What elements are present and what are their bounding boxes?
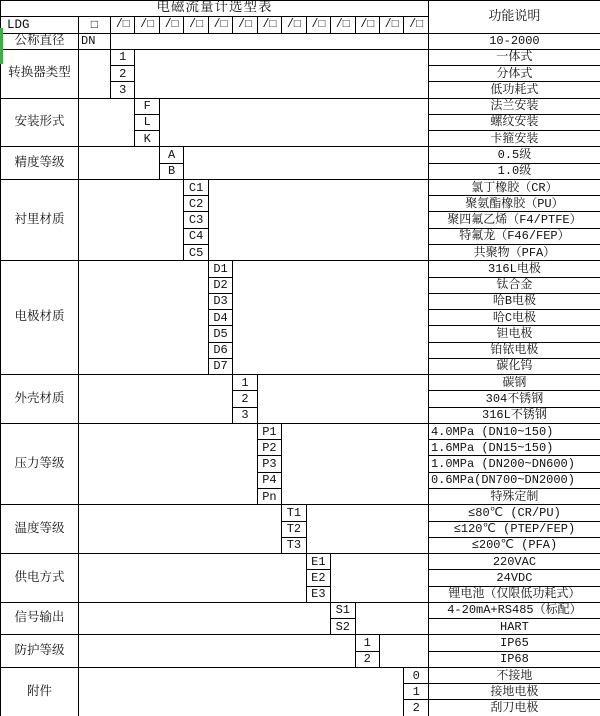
gap-cell	[79, 423, 258, 504]
desc-cell: ≤200℃ (PFA)	[428, 537, 600, 553]
code-cell: P3	[257, 456, 281, 472]
category-cell: 附件	[1, 667, 79, 716]
code-cell: D5	[208, 326, 232, 342]
desc-cell: 聚四氟乙烯（F4/PTFE）	[428, 212, 600, 228]
desc-cell: 卡箍安装	[428, 131, 600, 147]
gap-cell	[379, 635, 428, 668]
code-cell: 2	[404, 700, 429, 716]
category-cell: 信号输出	[1, 602, 79, 635]
desc-cell: 24VDC	[428, 570, 600, 586]
gap-cell	[79, 98, 135, 147]
category-cell: 供电方式	[1, 554, 79, 603]
desc-cell: 碳化钨	[428, 358, 600, 374]
desc-cell: 钽电极	[428, 326, 600, 342]
code-cell: F	[135, 98, 159, 114]
code-cell: P1	[257, 423, 281, 439]
table-title: 电磁流量计选型表	[1, 1, 429, 17]
model-slot-cell: /□	[282, 17, 306, 33]
gap-cell	[331, 554, 429, 603]
model-slot-cell: /□	[184, 17, 208, 33]
gap-cell	[257, 375, 428, 424]
code-cell: D7	[208, 358, 232, 374]
model-slot-cell: /□	[379, 17, 403, 33]
category-cell: 防护等级	[1, 635, 79, 668]
code-cell: 2	[233, 391, 257, 407]
model-slot-cell: /□	[404, 17, 429, 33]
table-row	[1, 98, 600, 114]
model-slot-cell: /□	[159, 17, 183, 33]
code-cell: 2	[111, 66, 135, 82]
code-cell: 1	[355, 635, 379, 651]
code-cell: D6	[208, 342, 232, 358]
code-cell: 2	[355, 651, 379, 667]
gap-cell	[355, 602, 428, 635]
desc-cell: 304不锈钢	[428, 391, 600, 407]
desc-cell: 220VAC	[428, 554, 600, 570]
table-row	[1, 635, 600, 651]
code-cell: E1	[306, 554, 330, 570]
desc-cell: ≤120℃ (PTEP/FEP)	[428, 521, 600, 537]
gap-cell	[282, 423, 429, 504]
desc-cell: HART	[428, 619, 600, 635]
table-row	[1, 375, 600, 391]
model-slot-cell: /□	[233, 17, 257, 33]
desc-cell: 1.0级	[428, 163, 600, 179]
model-slot-cell: /□	[355, 17, 379, 33]
desc-cell: 聚氨酯橡胶（PU）	[428, 196, 600, 212]
desc-cell: 316L不锈钢	[428, 407, 600, 423]
category-cell: 温度等级	[1, 505, 79, 554]
desc-cell: IP65	[428, 635, 600, 651]
gap-cell	[208, 179, 428, 260]
category-cell: 压力等级	[1, 423, 79, 504]
code-cell: 1	[233, 375, 257, 391]
desc-cell: 特氟龙（F46/FEP）	[428, 228, 600, 244]
code-cell: C2	[184, 196, 208, 212]
desc-cell: 哈B电极	[428, 293, 600, 309]
gap-cell	[79, 179, 184, 260]
code-cell: T1	[282, 505, 306, 521]
code-cell: DN	[79, 33, 111, 49]
code-cell: C3	[184, 212, 208, 228]
code-cell: C1	[184, 179, 208, 195]
gap-cell	[306, 505, 428, 554]
code-cell: D3	[208, 293, 232, 309]
code-cell: D4	[208, 310, 232, 326]
code-cell: C5	[184, 244, 208, 260]
desc-cell: IP68	[428, 651, 600, 667]
code-cell: E3	[306, 586, 330, 602]
code-cell: T3	[282, 537, 306, 553]
desc-cell: 法兰安装	[428, 98, 600, 114]
gap-cell	[79, 375, 233, 424]
table-row	[1, 147, 600, 163]
desc-cell: 分体式	[428, 66, 600, 82]
gap-cell	[79, 505, 282, 554]
category-cell: 安装形式	[1, 98, 79, 147]
table-row	[1, 602, 600, 618]
code-cell: D2	[208, 277, 232, 293]
category-cell: 转换器类型	[1, 49, 79, 98]
gap-cell	[135, 49, 428, 98]
gap-cell	[79, 261, 209, 375]
desc-cell: 碳钢	[428, 375, 600, 391]
gap-cell	[111, 33, 429, 49]
desc-cell: 刮刀电极	[428, 700, 600, 716]
category-cell: 精度等级	[1, 147, 79, 180]
desc-cell: 哈C电极	[428, 310, 600, 326]
table-row	[1, 423, 600, 439]
desc-cell: 10-2000	[428, 33, 600, 49]
code-cell: 1	[111, 49, 135, 65]
code-cell: E2	[306, 570, 330, 586]
table-row	[1, 505, 600, 521]
desc-cell: 共聚物（PFA）	[428, 244, 600, 260]
desc-cell: 1.6MPa (DN15~150)	[428, 440, 600, 456]
code-cell: A	[159, 147, 183, 163]
model-slot-cell: /□	[257, 17, 281, 33]
gap-cell	[159, 98, 428, 147]
table-row	[1, 179, 600, 195]
table-row	[1, 261, 600, 277]
model-slot-cell: /□	[135, 17, 159, 33]
table-row	[1, 667, 600, 683]
category-cell: 衬里材质	[1, 179, 79, 260]
desc-cell: 锂电池（仅限低功耗式）	[428, 586, 600, 602]
model-prefix-cell: LDG	[1, 17, 79, 33]
code-cell: P2	[257, 440, 281, 456]
gap-cell	[79, 49, 111, 98]
desc-cell: 特殊定制	[428, 488, 600, 504]
desc-cell: 氯丁橡胶（CR）	[428, 179, 600, 195]
gap-cell	[79, 554, 307, 603]
desc-cell: 螺纹安装	[428, 114, 600, 130]
desc-cell: 4.0MPa (DN10~150)	[428, 423, 600, 439]
model-slot-cell: /□	[208, 17, 232, 33]
desc-cell: ≤80℃ (CR/PU)	[428, 505, 600, 521]
function-column-header: 功能说明	[428, 1, 600, 34]
table-row	[1, 49, 600, 65]
gap-cell	[79, 602, 331, 635]
gap-cell	[233, 261, 429, 375]
gap-cell	[79, 667, 404, 716]
code-cell: B	[159, 163, 183, 179]
gap-cell	[79, 635, 356, 668]
gap-cell	[79, 147, 160, 180]
title-row	[1, 1, 600, 17]
model-slot-cell: /□	[111, 17, 135, 33]
code-cell: S2	[331, 619, 355, 635]
code-cell: Pn	[257, 488, 281, 504]
code-cell: T2	[282, 521, 306, 537]
code-cell: K	[135, 131, 159, 147]
desc-cell: 低功耗式	[428, 82, 600, 98]
desc-cell: 不接地	[428, 667, 600, 683]
code-cell: D1	[208, 261, 232, 277]
desc-cell: 316L电极	[428, 261, 600, 277]
code-cell: L	[135, 114, 159, 130]
model-slot-cell: /□	[306, 17, 330, 33]
left-edge-green-mark	[0, 28, 3, 64]
code-cell: S1	[331, 602, 355, 618]
desc-cell: 钛合金	[428, 277, 600, 293]
desc-cell: 1.0MPa (DN200~DN600)	[428, 456, 600, 472]
desc-cell: 一体式	[428, 49, 600, 65]
desc-cell: 0.6MPa(DN700~DN2000)	[428, 472, 600, 488]
desc-cell: 0.5级	[428, 147, 600, 163]
code-cell: 3	[111, 82, 135, 98]
model-box-cell: □	[79, 17, 111, 33]
desc-cell: 铂铱电极	[428, 342, 600, 358]
desc-cell: 接地电极	[428, 684, 600, 700]
code-cell: C4	[184, 228, 208, 244]
gap-cell	[184, 147, 429, 180]
table-row	[1, 33, 600, 49]
code-cell: 3	[233, 407, 257, 423]
category-cell: 电极材质	[1, 261, 79, 375]
desc-cell: 4-20mA+RS485（标配）	[428, 602, 600, 618]
category-cell: 外壳材质	[1, 375, 79, 424]
code-cell: 0	[404, 667, 429, 683]
table-row	[1, 554, 600, 570]
code-cell: P4	[257, 472, 281, 488]
code-cell: 1	[404, 684, 429, 700]
category-cell: 公称直径	[1, 33, 79, 49]
model-slot-cell: /□	[331, 17, 355, 33]
